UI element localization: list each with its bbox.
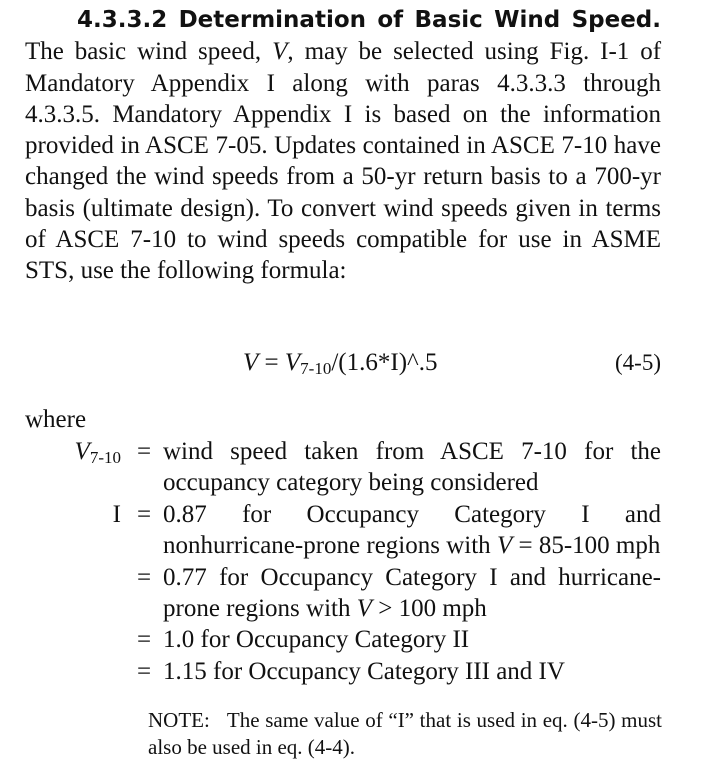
definition-text: wind speed taken from ASCE 7-10 for the occupancy category being considered (163, 438, 661, 497)
section-body-2: , may be selected using Fig. I-1 of Mandatory Appendix I along with paras 4.3.3.3 through 4.3.3.5. Mandatory Appendix I is based on the information provided in ASCE 7-05. Updates contained in ASCE 7-10 have changed the wind speeds from a 50-yr return basis to a 700-yr basis (ultimate design). To convert wind speeds given in terms of ASCE 7-10 to wind speeds compatible for use in ASME STS, use the following formula: (25, 38, 662, 285)
section-body-1: The basic wind speed, (25, 38, 262, 66)
equation-v-base: V (284, 349, 301, 376)
equation-4-5 (0, 347, 719, 379)
where-label: where (25, 406, 87, 433)
definition-text: 0.77 for Occupancy Category I and hurricane-prone regions with V > 100 mph (163, 563, 661, 623)
equation-equals: = (264, 349, 279, 376)
equation-body (243, 347, 438, 379)
equation-lhs: V (243, 349, 259, 376)
wind-speed-symbol: V (272, 38, 288, 66)
definition-text: 1.15 for Occupancy Category III and IV (163, 657, 565, 685)
equation-v-sub: 7-10 (300, 359, 332, 378)
equation-number: (4-5) (615, 350, 661, 375)
definition-symbol: $V_{7-10}$ (74, 438, 121, 467)
note-block (148, 707, 662, 761)
definition-symbol: I (112, 500, 121, 528)
equation-rhs: /(1.6*I)^.5 (331, 349, 438, 376)
definition-equals: = (136, 438, 152, 465)
section-heading: 4.3.3.2 Determination of Basic Wind Speed. (77, 7, 661, 33)
section-paragraph (25, 4, 661, 287)
definition-equals: = (136, 563, 152, 591)
definition-equals: = (136, 500, 152, 528)
definition-symbol (25, 656, 125, 687)
definition-symbol (25, 624, 125, 655)
definition-equals: = (136, 657, 152, 685)
definition-equals: = (136, 626, 152, 654)
definition-text: 0.87 for Occupancy Category I and nonhurricane-prone regions with V = 85-100 mph (163, 500, 661, 560)
definition-text: 1.0 for Occupancy Category II (163, 626, 470, 654)
definitions-list (25, 436, 661, 687)
definition-symbol (25, 562, 125, 625)
note-label: NOTE: (148, 708, 210, 732)
note-text: The same value of “I” that is used in eq. (4-5) must also be used in eq. (4-4). (148, 708, 662, 759)
